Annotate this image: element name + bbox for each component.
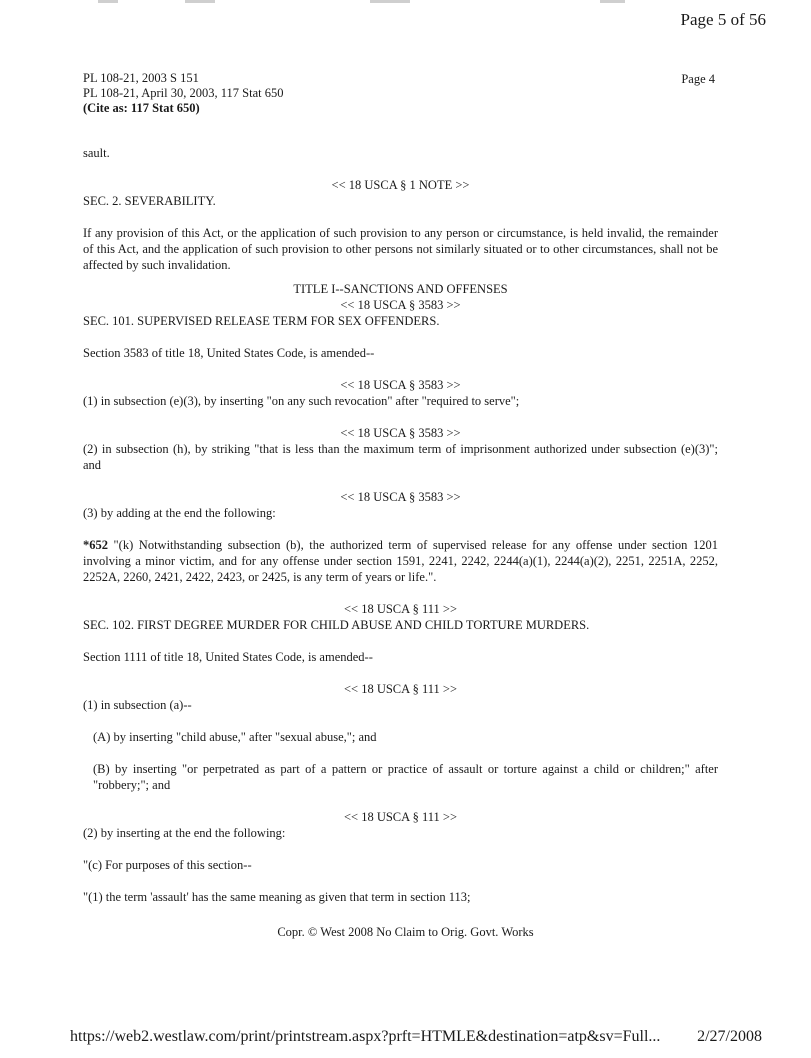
copyright-footer: Copr. © West 2008 No Claim to Orig. Govt. Works — [277, 925, 534, 939]
list-item: (1) in subsection (a)-- — [83, 698, 192, 712]
section-heading: SEC. 101. SUPERVISED RELEASE TERM FOR SEX OFFENDERS. — [83, 314, 440, 328]
body-text: Section 1111 of title 18, United States Code, is amended-- — [83, 650, 373, 664]
print-page-number: Page 5 of 56 — [680, 10, 766, 29]
usca-reference: << 18 USCA § 3583 >> — [340, 490, 461, 504]
print-date: 2/27/2008 — [697, 1028, 762, 1045]
list-item: (1) in subsection (e)(3), by inserting "on any such revocation" after "required to serve"; — [83, 394, 520, 408]
list-item: "(1) the term 'assault' has the same meaning as given that term in section 113; — [83, 890, 471, 904]
list-item: (A) by inserting "child abuse," after "sexual abuse,"; and — [93, 730, 377, 744]
section-heading: SEC. 102. FIRST DEGREE MURDER FOR CHILD ABUSE AND CHILD TORTURE MURDERS. — [83, 618, 590, 632]
scan-mark — [185, 0, 215, 3]
header-cite-as: (Cite as: 117 Stat 650) — [83, 101, 200, 115]
list-item: "(c) For purposes of this section-- — [83, 858, 252, 872]
print-url: https://web2.westlaw.com/print/printstream.aspx?prft=HTMLE&destination=atp&sv=Full... — [70, 1028, 661, 1045]
title-heading: TITLE I--SANCTIONS AND OFFENSES — [293, 282, 508, 296]
usca-reference: << 18 USCA § 1 NOTE >> — [331, 178, 470, 192]
usca-reference: << 18 USCA § 111 >> — [343, 810, 458, 824]
amendment-text — [83, 537, 718, 585]
scan-mark — [370, 0, 410, 3]
star-page-marker: *652 — [83, 538, 108, 552]
list-item: (3) by adding at the end the following: — [83, 506, 276, 520]
usca-reference: << 18 USCA § 3583 >> — [340, 298, 461, 312]
usca-reference: << 18 USCA § 111 >> — [343, 682, 458, 696]
list-item: (2) by inserting at the end the following: — [83, 826, 286, 840]
document-page-number: Page 4 — [681, 72, 715, 86]
body-text: Section 3583 of title 18, United States Code, is amended-- — [83, 346, 375, 360]
section-heading: SEC. 2. SEVERABILITY. — [83, 194, 216, 208]
scan-mark — [98, 0, 118, 3]
usca-reference: << 18 USCA § 111 >> — [343, 602, 458, 616]
header-citation-2: PL 108-21, April 30, 2003, 117 Stat 650 — [83, 86, 284, 100]
document-body — [83, 145, 718, 905]
body-text: sault. — [83, 146, 110, 160]
amendment-body: "(k) Notwithstanding subsection (b), the authorized term of supervised release for any offense under section 1201 involving a minor victim, and for any offense under section 1591, 2241, 2242, 2244(a)(1), 2244(a)(2), 2251, 2251A, 2252, 2252A, 2260, 2421, 2422, 2423, or 2425, is any term of years or life.". — [83, 538, 718, 584]
usca-reference: << 18 USCA § 3583 >> — [340, 426, 461, 440]
usca-reference: << 18 USCA § 3583 >> — [340, 378, 461, 392]
list-item: (B) by inserting "or perpetrated as part of a pattern or practice of assault or torture against a child or children;" after "robbery;"; and — [93, 762, 718, 792]
list-item: (2) in subsection (h), by striking "that is less than the maximum term of imprisonment authorized under subsection (e)(3)"; and — [83, 442, 718, 472]
body-text: If any provision of this Act, or the application of such provision to any person or circumstance, is held invalid, the remainder of this Act, and the application of such provision to other persons not similarly situated or to other circumstances, shall not be affected by such invalidation. — [83, 226, 718, 272]
header-citation-1: PL 108-21, 2003 S 151 — [83, 71, 199, 85]
scan-mark — [600, 0, 625, 3]
